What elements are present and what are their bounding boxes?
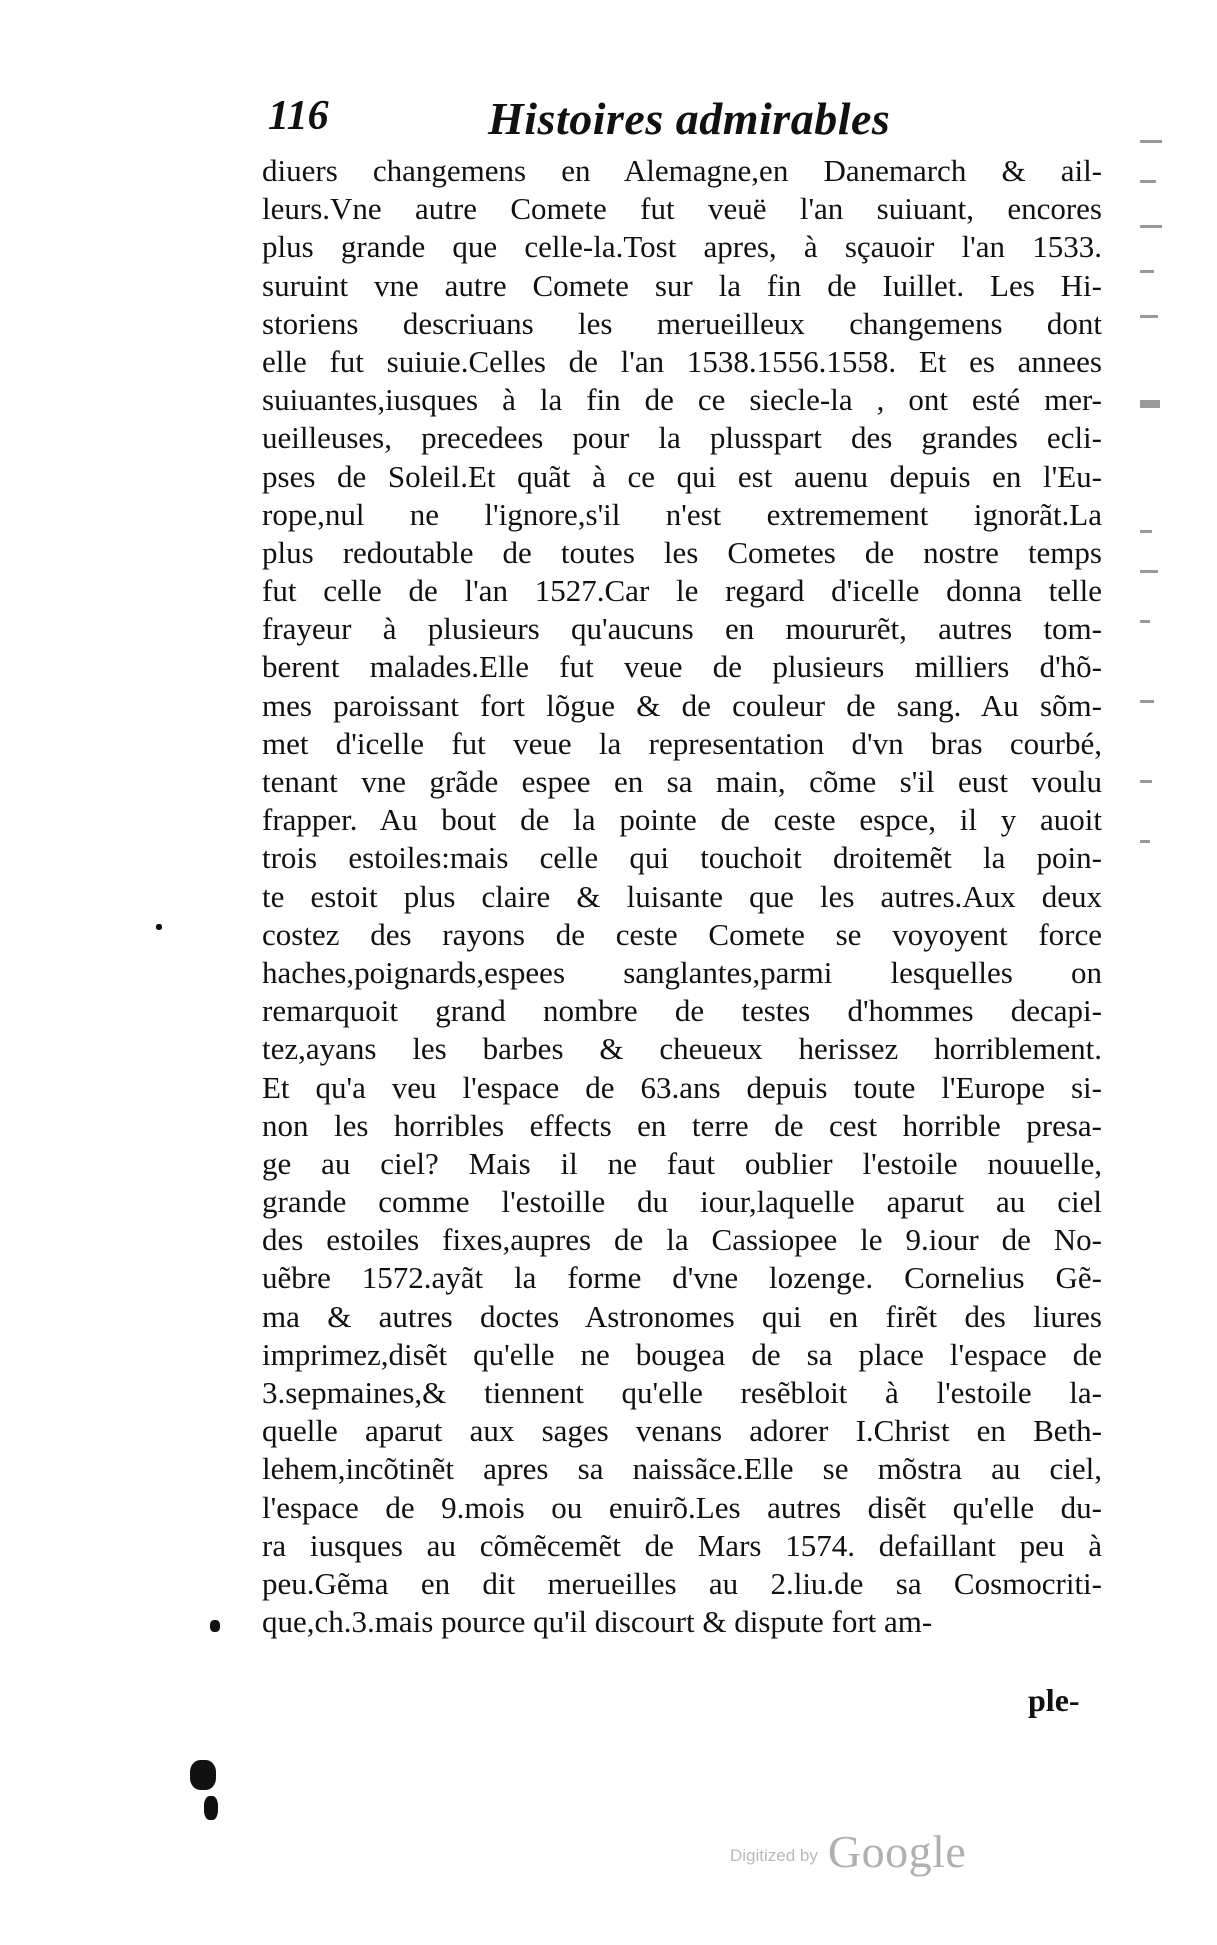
bleed-mark — [1140, 270, 1154, 273]
text-line: remarquoit grand nombre de testes d'hommes decapi- — [262, 993, 1102, 1029]
text-line: plus grande que celle-la.Tost apres, à sçauoir l'an 1533. — [262, 229, 1102, 265]
text-line: l'espace de 9.mois ou enuirõ.Les autres disẽt qu'elle du- — [262, 1489, 1102, 1525]
bleed-mark — [1140, 140, 1162, 143]
bleed-mark — [1140, 780, 1152, 783]
text-line: berent malades.Elle fut veue de plusieurs milliers d'hõ- — [262, 649, 1102, 685]
text-line: suruint vne autre Comete sur la fin de Iuillet. Les Hi- — [262, 267, 1102, 303]
text-line: non les horribles effects en terre de cest horrible presa- — [262, 1107, 1102, 1143]
page-header — [268, 92, 1080, 152]
bleed-mark — [1140, 570, 1158, 573]
bleed-mark — [1140, 530, 1152, 533]
text-line: peu.Gẽma en dit merueilles au 2.liu.de sa Cosmocriti- — [262, 1565, 1102, 1601]
catchword: ple- — [1028, 1682, 1080, 1718]
ink-dot — [156, 924, 162, 930]
bleed-mark — [1140, 400, 1160, 408]
bleed-mark — [1140, 840, 1150, 843]
page-number: 116 — [268, 93, 329, 139]
text-line: elle fut suiuie.Celles de l'an 1538.1556.1558. Et es annees — [262, 343, 1102, 379]
text-line: uẽbre 1572.ayãt la forme d'vne lozenge. Cornelius Gẽ- — [262, 1260, 1102, 1296]
text-line: tez,ayans les barbes & cheueux herissez horriblement. — [262, 1031, 1102, 1067]
text-line: te estoit plus claire & luisante que les autres.Aux deux — [262, 878, 1102, 914]
bleed-mark — [1140, 315, 1158, 318]
right-margin-bleed-marks — [1140, 140, 1180, 860]
text-line: imprimez,disẽt qu'elle ne bougea de sa place l'espace de — [262, 1336, 1102, 1372]
digitized-by-google-watermark — [730, 1818, 966, 1878]
text-line: rope,nul ne l'ignore,s'il n'est extremement ignorãt.La — [262, 496, 1102, 532]
text-line: quelle aparut aux sages venans adorer I.Christ en Beth- — [262, 1413, 1102, 1449]
text-line: ra iusques au cõmẽcemẽt de Mars 1574. defaillant peu à — [262, 1527, 1102, 1563]
bleed-mark — [1140, 700, 1154, 703]
text-line: mes paroissant fort lõgue & de couleur de sang. Au sõm- — [262, 687, 1102, 723]
google-logo: Google — [827, 1826, 967, 1877]
text-line: des estoiles fixes,aupres de la Cassiopee le 9.iour de No- — [262, 1222, 1102, 1258]
text-line: haches,poignards,espees sanglantes,parmi lesquelles on — [262, 954, 1102, 990]
text-line: Et qu'a veu l'espace de 63.ans depuis toute l'Europe si- — [262, 1069, 1102, 1105]
text-line: tenant vne grãde espee en sa main, cõme s'il eust voulu — [262, 764, 1102, 799]
text-line: lehem,incõtinẽt apres sa naissãce.Elle se mõstra au ciel, — [262, 1451, 1102, 1487]
ink-blot — [204, 1796, 218, 1820]
text-line: diuers changemens en Alemagne,en Danemarch & ail- — [262, 153, 1102, 188]
text-line: trois estoiles:mais celle qui touchoit droitemẽt la poin- — [262, 840, 1102, 876]
text-line: grande comme l'estoille du iour,laquelle aparut au ciel — [262, 1184, 1102, 1220]
running-title: Histoires admirables — [488, 93, 891, 144]
text-line: que,ch.3.mais pource qu'il discourt & dispute fort am- — [262, 1604, 933, 1640]
ink-blot — [190, 1760, 216, 1790]
text-line: pses de Soleil.Et quãt à ce qui est auenu depuis en l'Eu- — [262, 458, 1102, 494]
bleed-mark — [1140, 225, 1162, 228]
bleed-mark — [1140, 620, 1150, 623]
text-line: ma & autres doctes Astronomes qui en firẽt des liures — [262, 1298, 1102, 1334]
text-line: costez des rayons de ceste Comete se voyoyent force — [262, 916, 1102, 952]
text-line: frayeur à plusieurs qu'aucuns en moururẽt, autres tom- — [262, 611, 1102, 647]
text-line: met d'icelle fut veue la representation d'vn bras courbé, — [262, 725, 1102, 761]
ink-blot — [210, 1620, 220, 1632]
left-margin-ink-blots — [180, 1600, 240, 1840]
body-text — [262, 152, 1102, 1641]
text-line: ueilleuses, precedees pour la plusspart des grandes ecli- — [262, 420, 1102, 456]
digitized-by-label: Digitized by — [730, 1846, 818, 1865]
text-line: ge au ciel? Mais il ne faut oublier l'estoile nouuelle, — [262, 1145, 1102, 1181]
text-line: frapper. Au bout de la pointe de ceste espce, il y auoit — [262, 802, 1102, 838]
text-line: suiuantes,iusques à la fin de ce siecle-la , ont esté mer- — [262, 382, 1102, 418]
text-line: fut celle de l'an 1527.Car le regard d'icelle donna telle — [262, 573, 1102, 609]
text-line: 3.sepmaines,& tiennent qu'elle resẽbloit à l'estoile la- — [262, 1375, 1102, 1410]
text-line: leurs.Vne autre Comete fut veuë l'an suiuant, encores — [262, 191, 1102, 227]
text-line: plus redoutable de toutes les Cometes de nostre temps — [262, 534, 1102, 570]
bleed-mark — [1140, 180, 1156, 183]
text-line: storiens descriuans les merueilleux changemens dont — [262, 305, 1102, 341]
